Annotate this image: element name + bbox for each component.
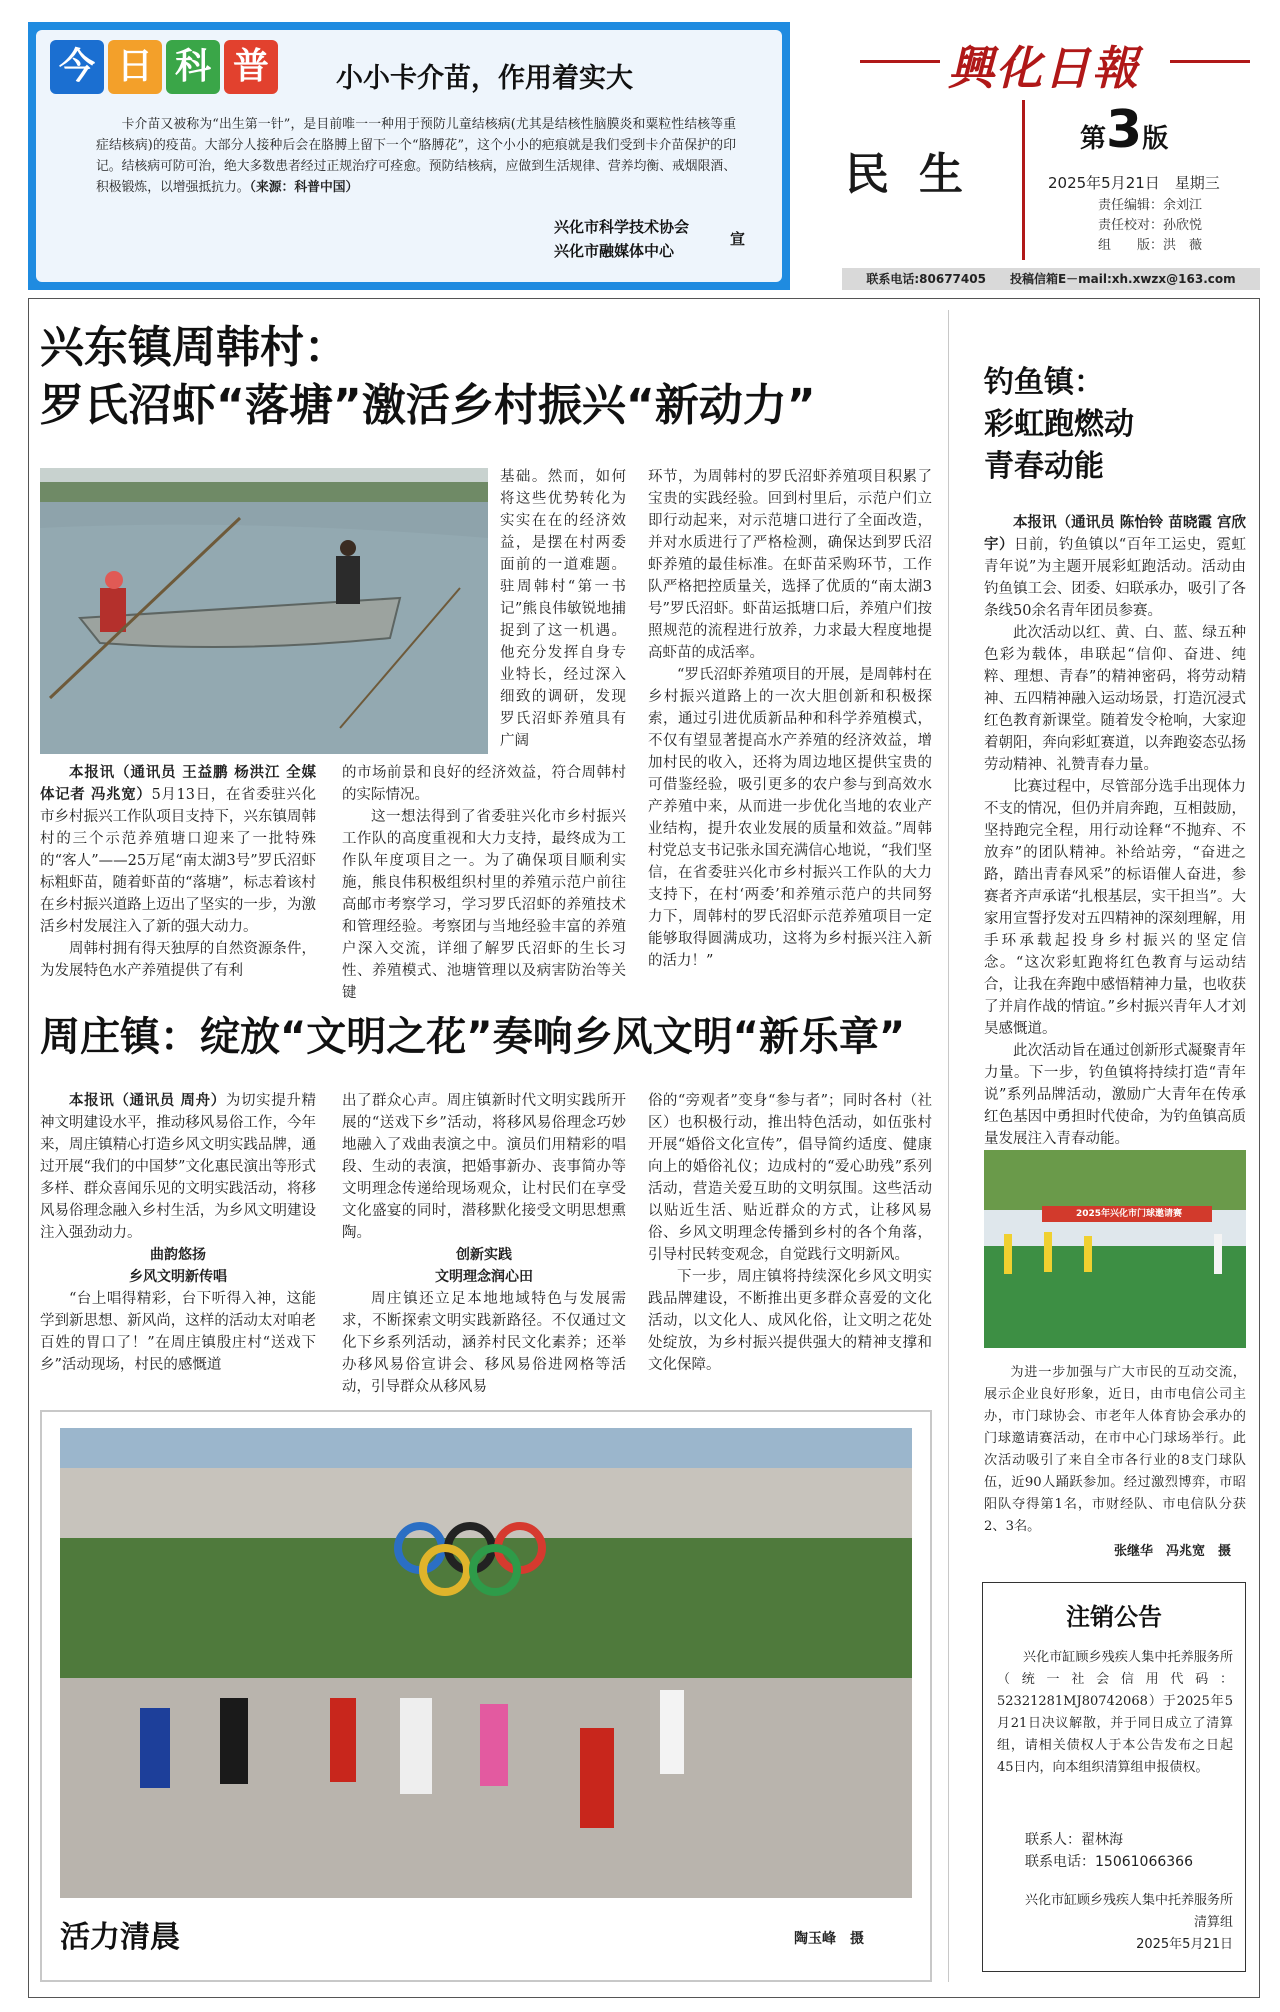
article2-col1: 本报讯（通讯员 周舟）为切实提升精神文明建设水平，推动移风易俗工作，今年来，周庄镇精心打造乡风文明实践品牌，通过开展“我们的中国梦”文化惠民演出等形式多样、群众喜闻乐见的文明实践活动，将移风易俗理念融入乡村生活，为乡风文明建设注入强劲动力。 曲韵悠扬 乡风文明新传唱 “台上唱得精彩，台下听得入神，这能学到新思想、新风尚，这样的活动太对咱老百姓的胃口了！”在周庄镇殷庄村“送戏下乡”活动现场，村民的感慨道 (40, 1093, 316, 1373)
gate-ball-photo-image (984, 1150, 1246, 1348)
article1-col3: 环节，为周韩村的罗氏沼虾养殖项目积累了宝贵的实践经验。回到村里后，示范户们立即行动起来，对示范塘口进行了全面改造，并对水质进行了严格检测，确保达到罗氏沼虾养殖的最佳标准。在虾苗采购环节，工作队严格把控质量关，选择了优质的“南太湖3号”罗氏沼虾。虾苗运抵塘口后，养殖户们按照规范的流程进行放养，力求最大程度地提高虾苗的成活率。 “罗氏沼虾养殖项目的开展，是周韩村在乡村振兴道路上的一次大胆创新和积极探索，通过引进优质新品种和科学养殖模式，不仅有望显著提高水产养殖的经济效益，增加村民的收入，还将为周边地区提供宝贵的可借鉴经验，吸引更多的农户参与到高效水产养殖中来，从而进一步优化当地的农业产业结构，提升农业发展的质量和效益。”周韩村党总支书记张永国充满信心地说，“我们坚信，在省委驻兴化市乡村振兴工作队的大力支持下，在村‘两委’和养殖示范户的共同努力下，周韩村的罗氏沼虾示范养殖项目一定能够取得圆满成功，这将为乡村振兴注入新的活力！” (648, 469, 932, 969)
article3-body: 本报讯（通讯员 陈怡铃 苗晓霞 宫欣宇）日前，钓鱼镇以“百年工运史，霓虹青年说”为主题开展彩虹跑活动。活动由钓鱼镇工会、团委、妇联承办，吸引了各条线50余名青年团员参赛。 此次活动以红、黄、白、蓝、绿五种色彩为载体，串联起“信仰、奋进、纯粹、理想、青春”的精神密码，将劳动精神、五四精神融入运动场景，打造沉浸式红色教育新课堂。随着发令枪响，大家迎着朝阳，奔向彩虹赛道，以奔跑姿态弘扬劳动精神、礼赞青春力量。 比赛过程中，尽管部分选手出现体力不支的情况，但仍并肩奔跑，互相鼓励，坚持跑完全程，用行动诠释“不抛弃、不放弃”的团队精神。补给站旁，“奋进之路，踏出青春风采”的标语催人奋进，参赛者齐声承诺“扎根基层，实干担当”。大家用宣誓抒发对五四精神的深刻理解，用手环承载起投身乡村振兴的坚定信念。“这次彩虹跑将红色教育与运动结合，让我在奔跑中感悟精神力量，也收获了并肩作战的情谊。”乡村振兴青年人才刘昊感慨道。 此次活动旨在通过创新形式凝聚青年力量。下一步，钓鱼镇将持续打造“青年说”系列品牌活动，激励广大青年在传承红色基因中勇担时代使命，为钓鱼镇高质量发展注入青春动能。 (984, 515, 1246, 1147)
right-column-divider (948, 310, 949, 1982)
article1-col1: 本报讯（通讯员 王益鹏 杨洪江 全媒体记者 冯兆宽）5月13日，在省委驻兴化市乡村振兴工作队项目支持下，兴东镇周韩村的三个示范养殖塘口迎来了一批特殊的“客人”——25万尾“南太湖3号”罗氏沼虾标粗虾苗，随着虾苗的“落塘”，标志着该村在乡村振兴道路上迈出了坚实的一步，为激活乡村发展注入了新的强大动力。 周韩村拥有得天独厚的自然资源条件，为发展特色水产养殖提供了有利 (40, 765, 316, 979)
article3-title-line1: 钓鱼镇： (984, 365, 1104, 400)
notice-date: 2025年5月21日 (1136, 1937, 1233, 1952)
notice-contact-phone: 联系电话：15061066366 (1025, 1854, 1193, 1870)
article2-subhead1b: 乡风文明新传唱 (129, 1269, 227, 1285)
masthead-layout: 组 版：洪 薇 (1098, 238, 1203, 253)
science-box (28, 22, 790, 290)
article3-title-line3: 青春动能 (984, 449, 1104, 484)
article2-byline: 本报讯（通讯员 周舟） (69, 1093, 226, 1109)
notice-org: 兴化市缸顾乡残疾人集中托养服务所 (1024, 1893, 1233, 1908)
article2-subhead2b: 文明理念润心田 (435, 1269, 533, 1285)
logo-rule-left (860, 60, 940, 63)
section-name: 民生 (845, 149, 993, 200)
notice-box (982, 1582, 1246, 1972)
masthead-proof: 责任校对：孙欣悦 (1098, 218, 1203, 233)
science-org-2: 兴化市融媒体中心 (554, 242, 675, 260)
notice-contact-name: 联系人：翟林海 (1025, 1832, 1123, 1848)
morning-exercise-photo (60, 1428, 912, 1898)
article2-subhead1a: 曲韵悠扬 (150, 1247, 206, 1263)
masthead-editor: 责任编辑：余刘江 (1098, 198, 1203, 213)
science-box-inner (36, 30, 782, 282)
main-photo (60, 1428, 912, 1898)
science-org-1: 兴化市科学技术协会 (554, 218, 690, 236)
science-title: 小小卡介苗，作用着实大 (336, 63, 633, 94)
science-promo-mark: 宣 (730, 230, 746, 248)
gate-ball-credit: 张继华 冯兆宽 摄 (1114, 1544, 1232, 1559)
logo-rule-right (1170, 60, 1250, 63)
newspaper-logo (860, 18, 1250, 95)
article1-photo (40, 468, 488, 754)
science-tile-1: 今 (50, 40, 104, 94)
article2-col3: 俗的“旁观者”变身“参与者”；同时各村（社区）也积极行动，推出特色活动，如伍张村开展“婚俗文化宣传”，倡导简约适度、健康向上的婚俗礼仪；边成村的“爱心助残”系列活动，营造关爱互助的文明氛围。这些活动以贴近生活、贴近群众的方式，让移风易俗、乡风文明理念传播到乡村的各个角落，引导村民转变观念，自觉践行文明新风。 下一步，周庄镇将持续深化乡风文明实践品牌建设，不断推出更多群众喜爱的文化活动，以文化人、成风化俗，让文明之花处处绽放，为乡村振兴提供强大的精神支撑和文化保障。 (648, 1093, 932, 1373)
main-photo-caption: 活力清晨 (60, 1920, 180, 1955)
notice-title: 注销公告 (1066, 1603, 1162, 1631)
science-body: 卡介苗又被称为“出生第一针”，是目前唯一一种用于预防儿童结核病(尤其是结核性脑膜炎和粟粒性结核等重症结核病)的疫苗。大部分人接种后会在胳膊上留下一个“胳膊花”，这个小小的疤痕就是我们受到卡介苗保护的印记。结核病可防可治，绝大多数患者经过正规治疗可痊愈。预防结核病，应做到生活规律、营养均衡、戒烟限酒、积极锻炼，以增强抵抗力。（来源：科普中国） (96, 117, 736, 195)
page-number: 第3版 (1080, 100, 1169, 160)
article1-title-line1: 兴东镇周韩村： (40, 322, 348, 373)
main-photo-frame (40, 1410, 932, 1982)
article3-byline: 本报讯（通讯员 陈怡铃 苗晓霞 宫欣宇） (984, 515, 1246, 553)
science-tile-2: 日 (108, 40, 162, 94)
article1-col2-top: 基础。然而，如何将这些优势转化为实实在在的经济效益，是摆在村两委面前的一道难题。驻周韩村“第一书记”熊良伟敏锐地捕捉到了这一机遇。他充分发挥自身专业特长，经过深入细致的调研，发现罗氏沼虾养殖具有广阔 (500, 469, 626, 749)
article2-subhead2a: 创新实践 (456, 1247, 512, 1263)
notice-body: 兴化市缸顾乡残疾人集中托养服务所（统一社会信用代码：52321281MJ80742068）于2025年5月21日决议解散，并于同日成立了清算组，请相关债权人于本公告发布之日起45日内，向本组织清算组申报债权。 (997, 1650, 1233, 1775)
logo-text: 興化日報 (948, 41, 1140, 95)
article2-col2: 出了群众心声。周庄镇新时代文明实践所开展的“送戏下乡”活动，将移风易俗理念巧妙地融入了戏曲表演之中。演员们用精彩的唱段、生动的表演，把婚事新办、丧事简办等文明理念传递给现场观众，让村民们在享受文化盛宴的同时，潜移默化接受文明思想熏陶。 创新实践 文明理念润心田 周庄镇还立足本地地域特色与发展需求，不断探索文明实践新路径。不仅通过文化下乡系列活动，涵养村民文化素养；还举办移风易俗宣讲会、移风易俗进网格等活动，引导群众从移风易 (342, 1093, 626, 1395)
main-photo-credit: 陶玉峰 摄 (794, 1931, 864, 1947)
science-tile-4: 普 (224, 40, 278, 94)
notice-org-group: 清算组 (1193, 1915, 1233, 1930)
science-source: （来源：科普中国） (249, 180, 359, 195)
contact-bar: 联系电话:80677405 投稿信箱E－mail:xh.xwzx@163.com (842, 268, 1260, 290)
masthead-divider (1022, 100, 1025, 260)
gate-ball-banner-text: 2025年兴化市门球邀请赛 (1075, 1209, 1183, 1219)
shrimp-pond-photo (40, 468, 488, 754)
article3-title-line2: 彩虹跑燃动 (984, 407, 1134, 442)
article1-byline: 本报讯（通讯员 王益鹏 杨洪江 全媒体记者 冯兆宽） (40, 765, 316, 803)
issue-date: 2025年5月21日 星期三 (1048, 174, 1220, 192)
article1-col2: 的市场前景和良好的经济效益，符合周韩村的实际情况。 这一想法得到了省委驻兴化市乡村振兴工作队的高度重视和大力支持，最终成为工作队年度项目之一。为了确保项目顺利实施，熊良伟积极组织村里的养殖示范户前往高邮市考察学习，学习罗氏沼虾的养殖技术和管理经验。考察团与当地经验丰富的养殖户深入交流，详细了解罗氏沼虾的生长习性、养殖模式、池塘管理以及病害防治等关键 (342, 765, 626, 1001)
gate-ball-caption: 为进一步加强与广大市民的互动交流，展示企业良好形象，近日，由市电信公司主办，市门球协会、市老年人体育协会承办的门球邀请赛活动，在市中心门球场举行。此次活动吸引了来自全市各行业的8支门球队伍，近90人踊跃参加。经过激烈博弈，市昭阳队夺得第1名，市财经队、市电信队分获2、3名。 (984, 1365, 1246, 1534)
article1-title-line2: 罗氏沼虾“落塘”激活乡村振兴“新动力” (40, 380, 816, 431)
science-tile-3: 科 (166, 40, 220, 94)
article2-title: 周庄镇：绽放“文明之花”奏响乡风文明“新乐章” (40, 1014, 906, 1060)
gate-ball-photo (984, 1150, 1246, 1348)
